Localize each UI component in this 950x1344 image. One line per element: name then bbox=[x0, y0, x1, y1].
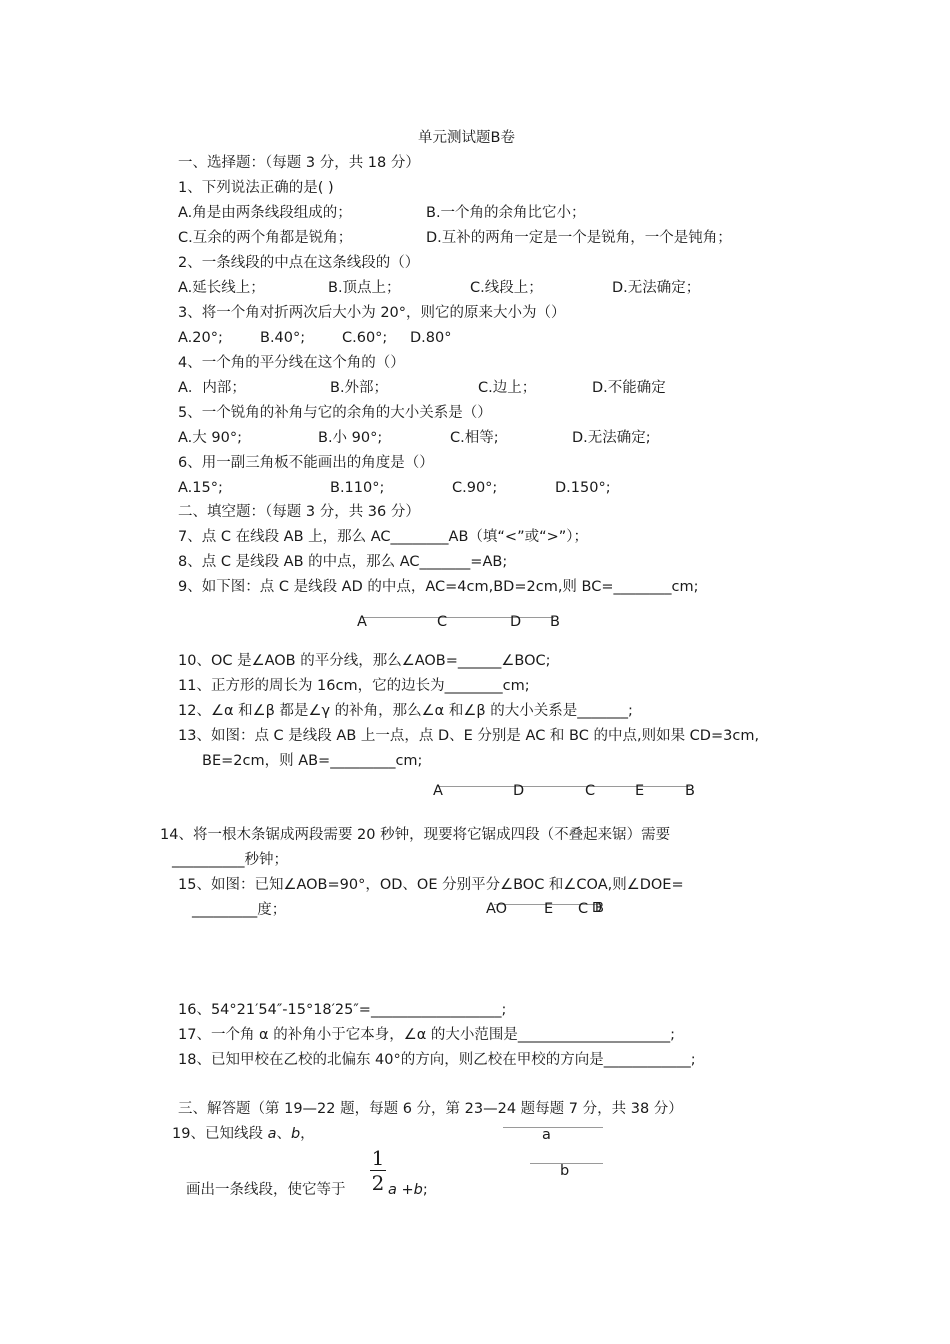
question-3-stem: 3、将一个角对折两次后大小为 20°，则它的原来大小为（） bbox=[178, 305, 566, 321]
question-6-option-d: D.150°; bbox=[555, 480, 611, 496]
question-15-line-1: 15、如图：已知∠AOB=90°，OD、OE 分别平分∠BOC 和∠COA,则∠DOE= bbox=[178, 877, 684, 893]
question-1-option-b: B.一个角的余角比它小； bbox=[426, 205, 586, 221]
question-4-stem: 4、一个角的平分线在这个角的（） bbox=[178, 355, 405, 371]
question-8: 8、点 C 是线段 AB 的中点，那么 AC_______=AB; bbox=[178, 554, 508, 570]
question-19-draw-prefix: 画出一条线段，使它等于 bbox=[186, 1182, 346, 1198]
question-3-option-d: D.80° bbox=[410, 330, 452, 346]
figure-13-label-b: B bbox=[685, 783, 695, 799]
question-16: 16、54°21′54″-15°18′25″=__________________; bbox=[178, 1002, 507, 1018]
figure-15-label-db: DB bbox=[592, 901, 597, 916]
question-12: 12、∠α 和∠β 都是∠γ 的补角，那么∠α 和∠β 的大小关系是_______; bbox=[178, 703, 633, 719]
question-15-line-2: _________度； bbox=[192, 902, 287, 918]
figure-13-label-a: A bbox=[433, 783, 443, 799]
figure-9-label-a: A bbox=[357, 614, 367, 630]
figure-9-segment bbox=[362, 617, 554, 618]
question-4-option-b: B.外部； bbox=[330, 380, 389, 396]
figure-9-label-c: C bbox=[437, 614, 448, 630]
question-5-option-d: D.无法确定; bbox=[572, 430, 651, 446]
question-7: 7、点 C 在线段 AB 上，那么 AC________AB（填“<”或“>”）； bbox=[178, 529, 589, 545]
question-6-option-a: A.15°; bbox=[178, 480, 223, 496]
section-1-heading: 一、选择题：（每题 3 分，共 18 分） bbox=[178, 155, 420, 171]
question-3-option-b: B.40°; bbox=[260, 330, 306, 346]
question-1-option-a: A.角是由两条线段组成的； bbox=[178, 205, 352, 221]
figure-9-label-d: D bbox=[510, 614, 522, 630]
question-5-option-a: A.大 90°; bbox=[178, 430, 242, 446]
fraction-numerator: 1 bbox=[371, 1146, 385, 1170]
figure-9-label-b: B bbox=[550, 614, 560, 630]
question-14-line-1: 14、将一根木条锯成两段需要 20 秒钟，现要将它锯成四段（不叠起来锯）需要 bbox=[160, 827, 671, 843]
question-18: 18、已知甲校在乙校的北偏东 40°的方向，则乙校在甲校的方向是____________; bbox=[178, 1052, 696, 1068]
question-3-option-a: A.20°; bbox=[178, 330, 223, 346]
question-2-option-c: C.线段上； bbox=[470, 280, 543, 296]
question-4-option-a: A．内部； bbox=[178, 380, 246, 396]
question-1-stem: 1、下列说法正确的是( ) bbox=[178, 180, 334, 196]
segment-b-label: b bbox=[560, 1163, 570, 1179]
question-1-option-c: C.互余的两个角都是锐角； bbox=[178, 230, 353, 246]
figure-13-label-e: E bbox=[635, 783, 645, 799]
figure-15-label-e: E bbox=[544, 901, 554, 917]
question-9: 9、如下图：点 C 是线段 AD 的中点，AC=4cm,BD=2cm,则 BC=________cm; bbox=[178, 579, 699, 595]
question-10: 10、OC 是∠AOB 的平分线，那么∠AOB=______∠BOC; bbox=[178, 653, 551, 669]
question-3-option-c: C.60°; bbox=[342, 330, 388, 346]
question-19-draw-expression: a +b; bbox=[388, 1182, 428, 1198]
figure-13-label-c: C bbox=[585, 783, 596, 799]
question-2-option-d: D.无法确定； bbox=[612, 280, 701, 296]
question-6-option-b: B.110°; bbox=[330, 480, 385, 496]
figure-13-segment bbox=[438, 786, 690, 787]
question-2-stem: 2、一条线段的中点在这条线段的（） bbox=[178, 255, 420, 271]
question-4-option-d: D.不能确定 bbox=[592, 380, 666, 396]
segment-a-label: a bbox=[542, 1127, 551, 1143]
figure-13-label-d: D bbox=[513, 783, 525, 799]
section-2-heading: 二、填空题：（每题 3 分，共 36 分） bbox=[178, 504, 420, 520]
question-5-option-b: B.小 90°; bbox=[318, 430, 383, 446]
question-4-option-c: C.边上； bbox=[478, 380, 537, 396]
question-1-option-d: D.互补的两角一定是一个是锐角，一个是钝角； bbox=[426, 230, 732, 246]
section-3-heading: 三、解答题（第 19—22 题，每题 6 分，第 23—24 题每题 7 分，共 38 分） bbox=[178, 1101, 683, 1117]
segment-a bbox=[503, 1127, 603, 1128]
question-5-option-c: C.相等; bbox=[450, 430, 499, 446]
question-13-line-1: 13、如图：点 C 是线段 AB 上一点，点 D、E 分别是 AC 和 BC 的中点,则如果 CD=3cm, bbox=[178, 728, 760, 744]
question-6-option-c: C.90°; bbox=[452, 480, 498, 496]
page-title: 单元测试题B卷 bbox=[418, 130, 515, 146]
question-6-stem: 6、用一副三角板不能画出的角度是（） bbox=[178, 455, 434, 471]
question-13-line-2: BE=2cm，则 AB=_________cm; bbox=[202, 753, 423, 769]
question-2-option-b: B.顶点上； bbox=[328, 280, 401, 296]
question-5-stem: 5、一个锐角的补角与它的余角的大小关系是（） bbox=[178, 405, 492, 421]
question-11: 11、正方形的周长为 16cm，它的边长为________cm; bbox=[178, 678, 530, 694]
figure-15-label-ao: AO bbox=[486, 901, 508, 917]
question-14-line-2: __________秒钟； bbox=[172, 852, 288, 868]
figure-15-label-c: C bbox=[578, 901, 589, 917]
question-2-option-a: A.延长线上； bbox=[178, 280, 265, 296]
question-19-stem: 19、已知线段 a、b， bbox=[172, 1126, 315, 1142]
fraction-denominator: 2 bbox=[371, 1171, 385, 1195]
question-17: 17、一个角 α 的补角小于它本身，∠α 的大小范围是_____________________; bbox=[178, 1027, 676, 1043]
